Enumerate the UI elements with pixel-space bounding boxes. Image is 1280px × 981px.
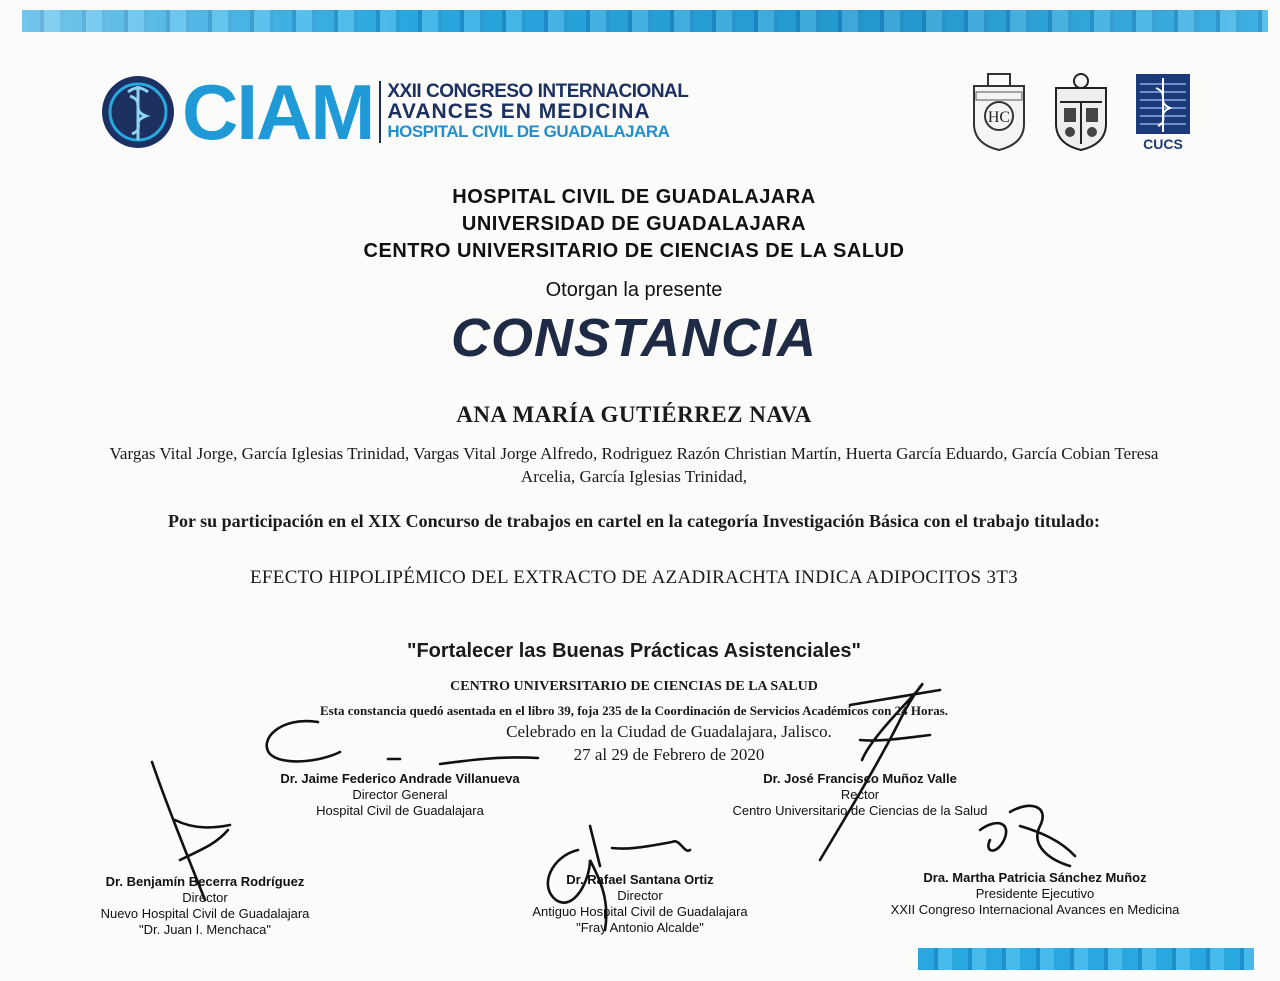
signature-block-munoz bbox=[690, 771, 1030, 819]
recipient-name: ANA MARÍA GUTIÉRREZ NAVA bbox=[456, 402, 812, 427]
institution-seals bbox=[968, 72, 1194, 152]
signatory-role: Presidente Ejecutivo bbox=[975, 886, 1095, 901]
logo-line-1: XXII CONGRESO INTERNACIONAL bbox=[387, 81, 689, 102]
svg-text:HC: HC bbox=[987, 109, 1011, 126]
logo-divider bbox=[379, 81, 381, 143]
svg-text:CUCS: CUCS bbox=[1143, 136, 1183, 152]
logo-line-3: HOSPITAL CIVIL DE GUADALAJARA bbox=[387, 122, 670, 141]
document-heading: CONSTANCIA bbox=[451, 308, 817, 368]
logo-wordmark: CIAM bbox=[182, 68, 374, 156]
institution-line-2: UNIVERSIDAD DE GUADALAJARA bbox=[461, 213, 807, 235]
signatory-name: Dra. Martha Patricia Sánchez Muñoz bbox=[923, 870, 1147, 885]
motto: "Fortalecer las Buenas Prácticas Asistenciales" bbox=[406, 640, 861, 662]
signatory-name: Dr. José Francisco Muñoz Valle bbox=[763, 771, 957, 786]
cucs-seal-icon bbox=[1132, 72, 1194, 152]
signatory-name: Dr. Jaime Federico Andrade Villanueva bbox=[280, 771, 520, 786]
signatory-org: Antiguo Hospital Civil de Guadalajara bbox=[532, 904, 748, 919]
signatory-org: Hospital Civil de Guadalajara bbox=[316, 803, 484, 818]
work-title: EFECTO HIPOLIPÉMICO DEL EXTRACTO DE AZADIRACHTA INDICA ADIPOCITOS 3T3 bbox=[250, 567, 1018, 588]
signatory-org-alt: "Fray Antonio Alcalde" bbox=[576, 920, 704, 935]
ciam-emblem-icon bbox=[100, 74, 176, 150]
signature-block-santana bbox=[480, 872, 800, 936]
signatory-org: Centro Universitario de Ciencias de la Salud bbox=[732, 803, 988, 818]
hospital-civil-seal-icon bbox=[968, 72, 1030, 152]
participation-statement: Por su participación en el XIX Concurso de trabajos en cartel en la categoría Investigación Básica con el trabajo titulado: bbox=[167, 511, 1101, 531]
ciam-logo bbox=[100, 68, 689, 156]
institution-line-1: HOSPITAL CIVIL DE GUADALAJARA bbox=[452, 186, 816, 208]
logo-subtitle bbox=[387, 82, 688, 142]
signatory-name: Dr. Rafael Santana Ortiz bbox=[566, 872, 714, 887]
grant-text: Otorgan la presente bbox=[545, 279, 723, 301]
signatory-org: XXII Congreso Internacional Avances en Medicina bbox=[890, 902, 1180, 917]
registry-place: Celebrado en la Ciudad de Guadalajara, Jalisco. bbox=[506, 722, 832, 741]
signatory-role: Director bbox=[617, 888, 663, 903]
signatory-role: Rector bbox=[840, 787, 880, 802]
registry-center: CENTRO UNIVERSITARIO DE CIENCIAS DE LA SALUD bbox=[450, 679, 818, 694]
signatory-org-alt: "Dr. Juan I. Menchaca" bbox=[138, 922, 272, 937]
signatory-role: Director bbox=[182, 890, 228, 905]
registry-note: Esta constancia quedó asentada en el libro 39, foja 235 de la Coordinación de Servicios Académicos con 24 Horas. bbox=[319, 703, 949, 718]
signatory-role: Director General bbox=[352, 787, 448, 802]
signatory-org: Nuevo Hospital Civil de Guadalajara bbox=[100, 906, 310, 921]
top-decorative-bar bbox=[22, 10, 1268, 32]
signature-block-andrade bbox=[230, 771, 570, 819]
bottom-decorative-bar bbox=[918, 948, 1254, 970]
institution-line-3: CENTRO UNIVERSITARIO DE CIENCIAS DE LA SALUD bbox=[363, 240, 905, 262]
logo-line-2: AVANCES EN MEDICINA bbox=[387, 100, 651, 123]
signatory-name: Dr. Benjamín Becerra Rodríguez bbox=[105, 874, 305, 889]
signature-block-sanchez bbox=[850, 870, 1220, 918]
signature-block-becerra bbox=[40, 874, 370, 938]
registry-date: 27 al 29 de Febrero de 2020 bbox=[573, 745, 765, 764]
udg-seal-icon bbox=[1050, 72, 1112, 152]
authors-list: Vargas Vital Jorge, García Iglesias Trinidad, Vargas Vital Jorge Alfredo, Rodriguez Razón Christian Martín, Huerta García Eduardo, García Cobian Teresa Arcelia, García Iglesias Trinidad, bbox=[109, 444, 1159, 486]
